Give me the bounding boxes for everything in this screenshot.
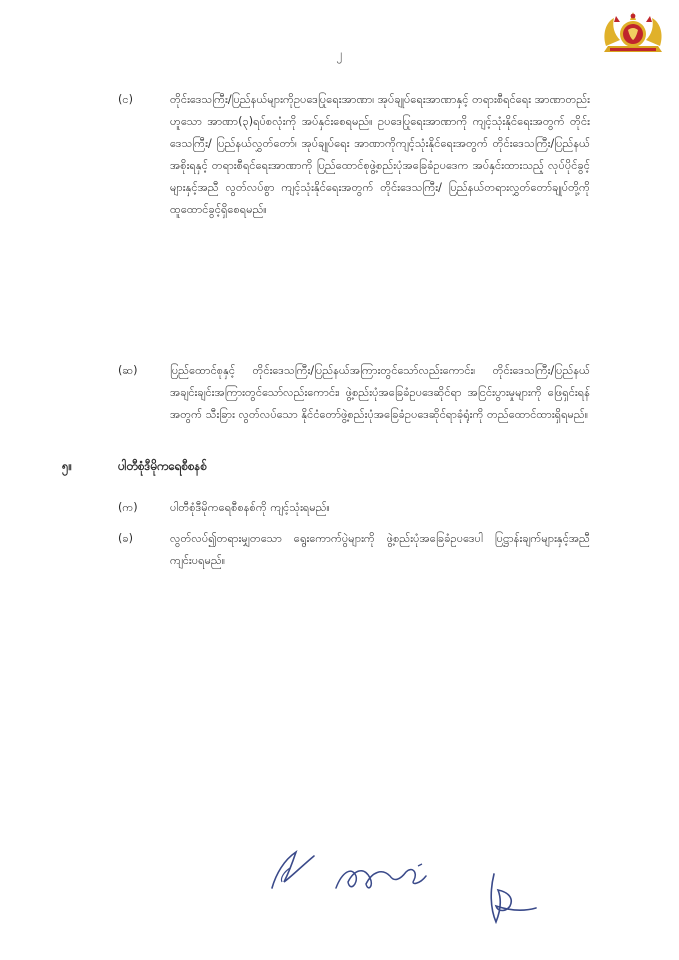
section-item-text: လွတ်လပ်၍တရားမျှတသော ရွေးကောက်ပွဲများကို ဖွဲ့စည်းပုံအခြေခံဥပဒေပါ ပြဋ္ဌာန်းချက်များနှင့်အညီ ကျင်းပရမည်။: [170, 532, 590, 567]
section-item-text: ပါတီစုံဒီမိုကရေစီစနစ်ကို ကျင့်သုံးရမည်။: [170, 501, 330, 514]
signature-3-icon: [478, 866, 548, 930]
page-number: ၂: [336, 47, 343, 61]
section-number: ၅။: [62, 459, 73, 473]
paragraph-text: ပြည်ထောင်စုနှင့် တိုင်းဒေသကြီး/ပြည်နယ်အကြားတွင်သော်လည်းကောင်း၊ တိုင်းဒေသကြီး/ပြည်နယ်အချင်းချင်းအကြားတွင်သော်လည်းကောင်း၊ ဖွဲ့စည်းပုံအခြေခံဥပဒေဆိုင်ရာ အငြင်းပွားမှုများကို ဖြေရှင်းရန်အတွက် သီးခြား လွတ်လပ်သော နိုင်ငံတော်ဖွဲ့စည်းပုံအခြေခံဥပဒေဆိုင်ရာခုံရုံးကို တည်ထောင်ထားရှိရမည်။: [170, 364, 590, 421]
section-item-marker: (ခ): [118, 532, 134, 545]
paragraph-marker: (ဆ): [118, 364, 138, 377]
paragraph-marker: (င): [118, 93, 133, 106]
section-item-marker: (က): [118, 501, 138, 514]
signature-2-icon: [330, 858, 440, 898]
signature-1-icon: [262, 838, 332, 898]
section-title: ပါတီစုံဒီမိုကရေစီစနစ်: [118, 459, 207, 473]
paragraph-text: တိုင်းဒေသကြီး/ပြည်နယ်များကိုဥပဒေပြုရေးအာဏာ၊ အုပ်ချုပ်ရေးအာဏာနှင့် တရားစီရင်ရေး အာဏာတည်းဟူသော အာဏာ(၃)ရပ်စလုံးကို အပ်နှင်းစေရမည်။ ဥပဒေပြုရေးအာဏာကို ကျင့်သုံးနိုင်ရေးအတွက် တိုင်းဒေသကြီး/ ပြည်နယ်လွှတ်တော်၊ အုပ်ချုပ်ရေး အာဏာကိုကျင့်သုံးနိုင်ရေးအတွက် တိုင်းဒေသကြီး/ပြည်နယ်အစိုးရနှင့် တရားစီရင်ရေးအာဏာကို ပြည်ထောင်စုဖွဲ့စည်းပုံအခြေခံဥပဒေက အပ်နှင်းထားသည့် လုပ်ပိုင်ခွင့်များနှင့်အညီ လွတ်လပ်စွာ ကျင့်သုံးနိုင်ရေးအတွက် တိုင်းဒေသကြီး/ ပြည်နယ်တရားလွှတ်တော်ချုပ်တို့ကို ထူထောင်ခွင့်ရှိစေရမည်။: [170, 93, 590, 216]
